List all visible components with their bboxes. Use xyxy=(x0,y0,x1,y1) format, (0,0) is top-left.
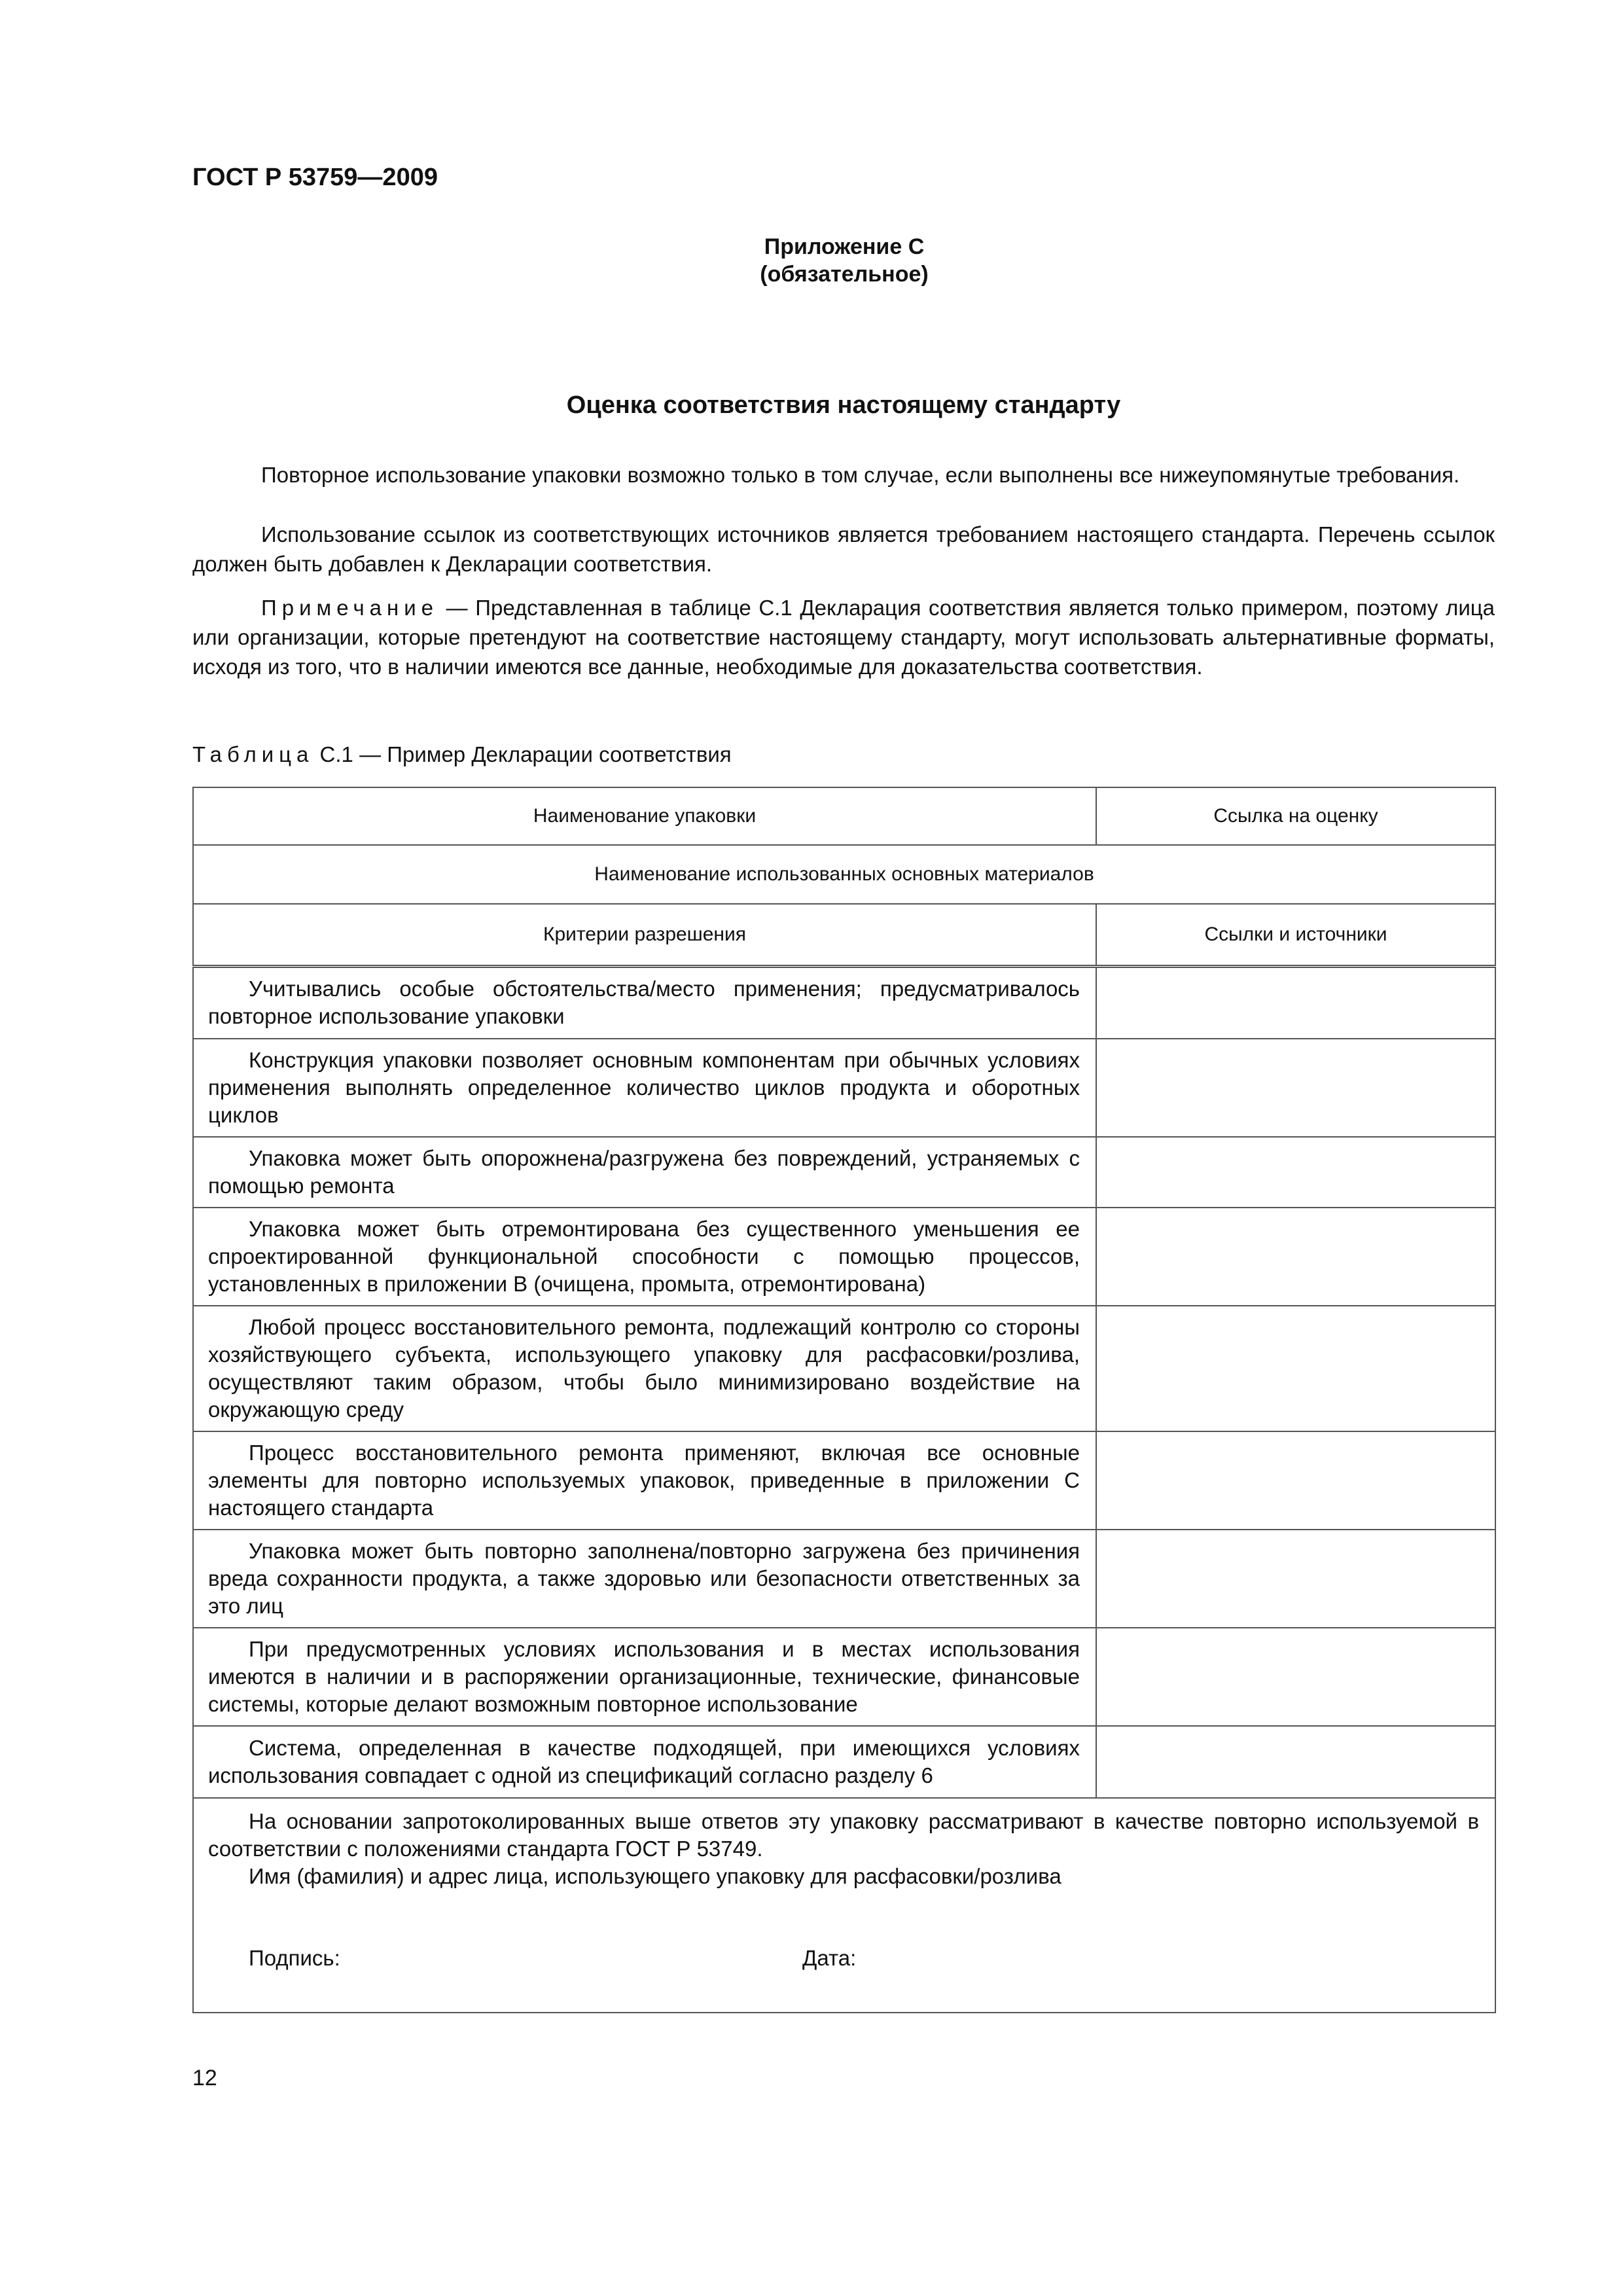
reference-cell xyxy=(1096,1137,1495,1208)
reference-cell xyxy=(1096,1306,1495,1431)
paragraph-references: Использование ссылок из соответствующих источников является требованием настоящего стандарта. Перечень ссылок должен быть добавлен к Декларации соответствия. xyxy=(192,522,1495,576)
annex-status: (обязательное) xyxy=(760,262,929,287)
header-row-criteria xyxy=(193,904,1495,967)
annex-title: Приложение С xyxy=(764,234,925,259)
note-paragraph xyxy=(192,593,1495,681)
signature-label: Подпись: xyxy=(249,1945,340,1970)
reference-cell xyxy=(1096,1726,1495,1798)
reference-cell xyxy=(1096,1530,1495,1628)
criterion-cell: Процесс восстановительного ремонта применяют, включая все основные элементы для повторно используемых упаковок, приведенные в приложении С настоящего стандарта xyxy=(193,1431,1096,1530)
name-address-text: Имя (фамилия) и адрес лица, использующего упаковку для расфасовки/розлива xyxy=(249,1863,1061,1888)
reference-cell xyxy=(1096,1208,1495,1306)
header-packaging-name: Наименование упаковки xyxy=(193,787,1096,845)
table-row xyxy=(193,1530,1495,1628)
table-row xyxy=(193,1431,1495,1530)
header-criteria: Критерии разрешения xyxy=(193,904,1096,967)
declaration-table xyxy=(192,787,1496,2013)
criterion-cell: Любой процесс восстановительного ремонта, подлежащий контролю со стороны хозяйствующего субъекта, использующего упаковку для расфасовки/розлива, осуществляют таким образом, чтобы было минимизировано воздействие на окружающую среду xyxy=(193,1306,1096,1431)
reference-cell xyxy=(1096,1628,1495,1726)
table-row xyxy=(193,1628,1495,1726)
document-code: ГОСТ Р 53759—2009 xyxy=(192,164,438,191)
header-assessment-ref: Ссылка на оценку xyxy=(1096,787,1495,845)
page-number: 12 xyxy=(192,2066,217,2090)
criterion-cell: При предусмотренных условиях использования и в местах использования имеются в наличии и в распоряжении организационные, технические, финансовые системы, которые делают возможным повторное использование xyxy=(193,1628,1096,1726)
reference-cell xyxy=(1096,967,1495,1039)
paragraph-requirements: Повторное использование упаковки возможно только в том случае, если выполнены все нижеупомянутые требования. xyxy=(261,463,1460,487)
footer-row xyxy=(193,1798,1495,2013)
criterion-cell: Упаковка может быть опорожнена/разгружена без повреждений, устраняемых с помощью ремонта xyxy=(193,1137,1096,1208)
reference-cell xyxy=(1096,1431,1495,1530)
criterion-cell: Учитывались особые обстоятельства/место применения; предусматривалось повторное использование упаковки xyxy=(193,967,1096,1039)
header-materials: Наименование использованных основных материалов xyxy=(193,845,1495,904)
table-row xyxy=(193,1306,1495,1431)
table-row xyxy=(193,1137,1495,1208)
header-row-materials xyxy=(193,845,1495,904)
table-caption xyxy=(192,742,732,767)
table-caption-label: Таблица xyxy=(192,742,314,766)
criterion-cell: Конструкция упаковки позволяет основным компонентам при обычных условиях применения выполнять определенное количество циклов продукта и оборотных циклов xyxy=(193,1039,1096,1137)
table-row xyxy=(193,1726,1495,1798)
table-row xyxy=(193,1039,1495,1137)
date-label: Дата: xyxy=(802,1945,857,1970)
declaration-footer-cell xyxy=(193,1798,1495,2013)
conclusion-text: На основании запротоколированных выше ответов эту упаковку рассматривают в качестве повторно используемой в соответствии с положениями стандарта ГОСТ Р 53749. xyxy=(208,1808,1479,1861)
criterion-cell: Упаковка может быть повторно заполнена/повторно загружена без причинения вреда сохранности продукта, а также здоровью или безопасности ответственных за это лиц xyxy=(193,1530,1096,1628)
criterion-cell: Система, определенная в качестве подходящей, при имеющихся условиях использования совпадает с одной из спецификаций согласно разделу 6 xyxy=(193,1726,1096,1798)
note-text: — Представленная в таблице С.1 Декларация соответствия является только примером, поэтому лица или организации, которые претендуют на соответствие настоящему стандарту, могут использовать альтернативные форматы, исходя из того, что в наличии имеются все данные, необходимые для доказательства соответствия. xyxy=(192,596,1495,679)
header-sources: Ссылки и источники xyxy=(1096,904,1495,967)
header-row-packaging xyxy=(193,787,1495,845)
table-row xyxy=(193,1208,1495,1306)
criterion-cell: Упаковка может быть отремонтирована без существенного уменьшения ее спроектированной функциональной способности с помощью процессов, установленных в приложении В (очищена, промыта, отремонтирована) xyxy=(193,1208,1096,1306)
reference-cell xyxy=(1096,1039,1495,1137)
table-caption-text: С.1 — Пример Декларации соответствия xyxy=(313,742,732,766)
note-label: Примечание xyxy=(261,596,439,620)
section-title: Оценка соответствия настоящему стандарту xyxy=(566,391,1121,419)
table-row xyxy=(193,967,1495,1039)
